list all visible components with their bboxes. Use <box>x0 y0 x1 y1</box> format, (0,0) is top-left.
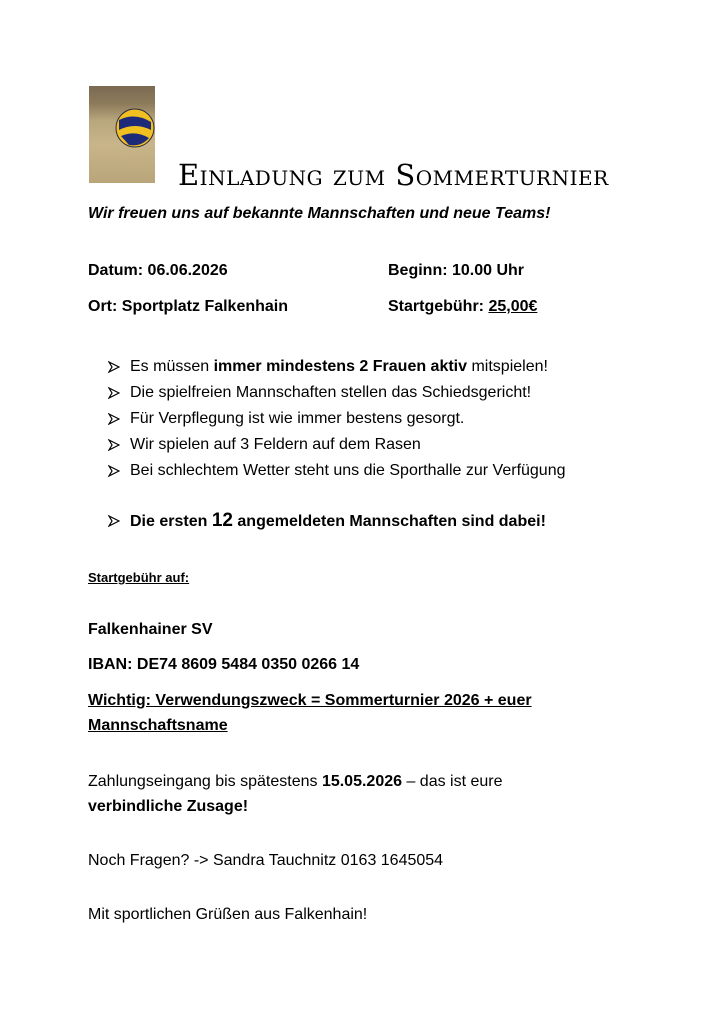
bullet-text: Bei schlechtem Wetter steht uns die Sporthalle zur Verfügung <box>130 462 566 479</box>
list-item <box>108 432 566 458</box>
volleyball-photo <box>89 86 155 183</box>
list-item <box>108 406 566 432</box>
purpose-line-1: Wichtig: Verwendungszweck = Sommerturnier 2026 + euer <box>88 692 532 709</box>
purpose-line-2: Mannschaftsname <box>88 717 228 734</box>
subtitle: Wir freuen uns auf bekannte Mannschaften und neue Teams! <box>88 205 551 222</box>
highlight-number: 12 <box>211 510 233 531</box>
highlight-text: Die ersten <box>130 513 212 530</box>
date-info: Datum: 06.06.2026 <box>88 262 228 279</box>
payment-heading: Startgebühr auf: <box>88 570 190 585</box>
list-item <box>108 354 566 380</box>
bullet-text: Wir spielen auf 3 Feldern auf dem Rasen <box>130 436 421 453</box>
bullet-bold: immer mindestens 2 Frauen aktiv <box>213 358 468 375</box>
fee-value: 25,00€ <box>488 298 538 315</box>
page-title: Einladung zum Sommerturnier <box>178 158 609 192</box>
arrow-bullet-icon <box>108 387 120 399</box>
closing-line: Mit sportlichen Grüßen aus Falkenhain! <box>88 906 368 923</box>
bullet-text: Es müssen <box>130 358 214 375</box>
arrow-bullet-icon <box>108 361 120 373</box>
iban: IBAN: DE74 8609 5484 0350 0266 14 <box>88 656 360 673</box>
fee-info <box>388 298 537 316</box>
deadline-date: 15.05.2026 <box>321 773 403 790</box>
rules-list <box>108 354 566 484</box>
volleyball-icon <box>115 108 155 148</box>
bullet-text: Für Verpflegung ist wie immer bestens gesorgt. <box>130 410 465 427</box>
deadline-text: Zahlungseingang bis spätestens <box>88 773 322 790</box>
bullet-text: Die spielfreien Mannschaften stellen das Schiedsgericht! <box>130 384 532 401</box>
arrow-bullet-icon <box>108 413 120 425</box>
arrow-bullet-icon <box>108 515 120 527</box>
contact-line: Noch Fragen? -> Sandra Tauchnitz 0163 1645054 <box>88 852 444 869</box>
highlight-text-end: angemeldeten Mannschaften sind dabei! <box>232 513 546 530</box>
location-info: Ort: Sportplatz Falkenhain <box>88 298 289 315</box>
deadline-text-end: – das ist eure <box>402 773 503 790</box>
fee-label: Startgebühr: <box>388 298 489 315</box>
deadline-line-2: verbindliche Zusage! <box>88 798 249 815</box>
list-item <box>108 458 566 484</box>
arrow-bullet-icon <box>108 439 120 451</box>
bullet-text-end: mitspielen! <box>467 358 548 375</box>
club-name: Falkenhainer SV <box>88 621 213 638</box>
highlight-bullet <box>108 510 546 532</box>
arrow-bullet-icon <box>108 465 120 477</box>
start-time-info: Beginn: 10.00 Uhr <box>388 262 525 279</box>
deadline-line-1 <box>88 773 503 791</box>
list-item <box>108 380 566 406</box>
